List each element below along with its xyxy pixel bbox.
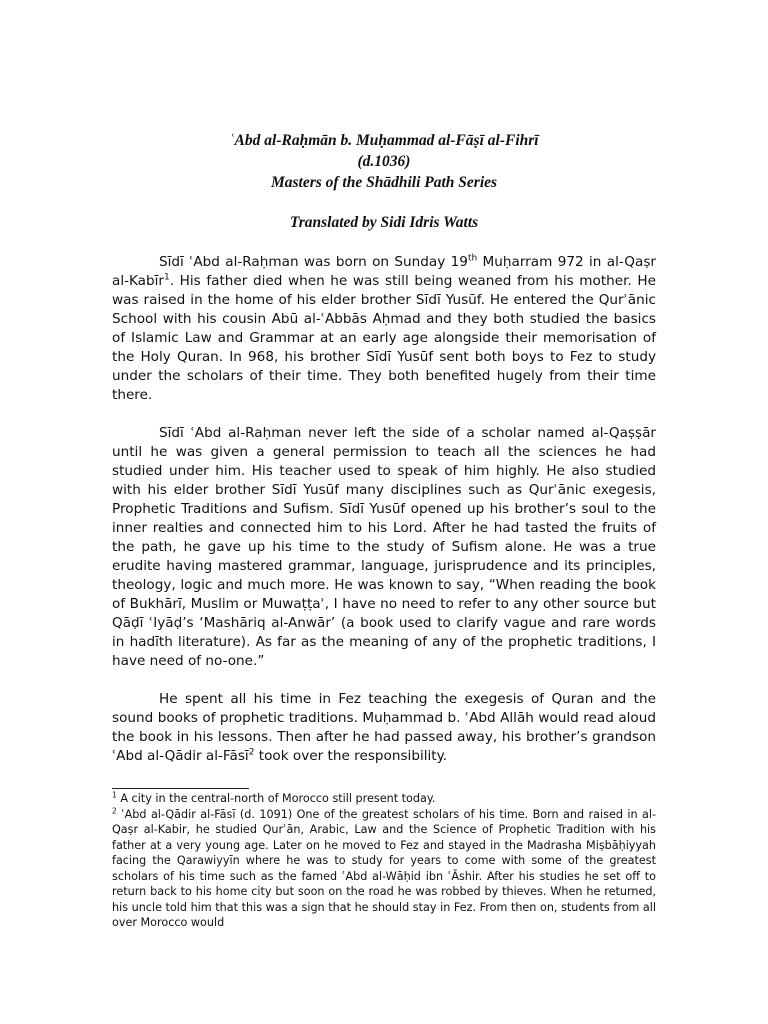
paragraph-3-text-b: took over the responsibility.: [254, 748, 448, 764]
paragraph-1-text-b: Muḥarram 972 in al-Qaṣr al-Kabīr: [112, 254, 656, 289]
footnote-separator: [112, 788, 249, 789]
paragraph-1-text-a: Sīdī ʿAbd al-Raḥman was born on Sunday 19: [159, 254, 468, 270]
ordinal-superscript: th: [467, 253, 478, 264]
title-spacer: [112, 193, 656, 212]
footnote-2: [112, 807, 656, 931]
footnote-2-text: ʿAbd al-Qādir al-Fāsī (d. 1091) One of the greatest scholars of his time. Born and raised in al-Qaṣr al-Kabir, he studied Qurʾān, Arabic, Law and the Science of Prophetic Tradition with his father at a very young age. Later on he moved to Fez and stayed in the Madrasha Miṣbāḥiyyah facing the Qarawiyyīn where he was to study for years to come with some of the greatest scholars of his time such as the famed ʿAbd al-Wāḥid ibn ʿĀshir. After his studies he set off to return back to his home city but soon on the road he was robbed by thieves. When he returned, his uncle told him that this was a sign that he should stay in Fez. From then on, students from all over Morocco would: [112, 807, 656, 929]
body-text: [112, 253, 656, 766]
series-title: Masters of the Shādhili Path Series: [270, 174, 498, 191]
footnote-1: [112, 791, 656, 807]
footnote-ref-1: 1: [164, 272, 170, 283]
footnote-ref-2: 2: [248, 747, 255, 758]
document-title: ʿAbd al-Raḥmān b. Muḥammad al-Fāṣī al-Fihrī: [229, 132, 539, 149]
title-block: [112, 130, 656, 233]
paragraph-3-text-a: He spent all his time in Fez teaching the exegesis of Quran and the sound books of prophetic traditions. Muḥammad b. ʿAbd Allāh would read aloud the book in his lessons. Then after he had passed away, his brother’s grandson ʿAbd al-Qādir al-Fāsī: [112, 691, 656, 764]
death-date: (d.1036): [357, 153, 411, 170]
footnotes: [112, 791, 656, 931]
paragraph-2: Sīdī ʿAbd al-Raḥman never left the side of a scholar named al-Qaṣṣār until he was given a general permission to teach all the sciences he had studied under him. His teacher used to speak of him highly. He also studied with his elder brother Sīdī Yusūf many disciplines such as Qurʾānic exegesis, Prophetic Traditions and Sufism. Sīdī Yusūf opened up his brother’s soul to the inner realties and connected him to his Lord. After he had tasted the fruits of the path, he gave up his time to the study of Sufism alone. He was a true erudite having mastered grammar, language, jurisprudence and its principles, theology, logic and much more. He was known to say, “When reading the book of Bukhārī, Muslim or Muwaṭṭaʾ, I have no need to refer to any other source but Qāḍī ʿIyāḍ’s ‘Mashāriq al-Anwār’ (a book used to clarify vague and rare words in hadīth literature). As far as the meaning of any of the prophetic traditions, I have need of no-one.”: [112, 425, 656, 669]
paragraph-1: [112, 253, 656, 405]
footnote-2-mark: 2: [112, 805, 117, 815]
translator-credit: Translated by Sidi Idris Watts: [289, 214, 479, 231]
paragraph-3: [112, 690, 656, 766]
footnote-1-mark: 1: [112, 790, 117, 800]
footnote-1-text: A city in the central-north of Morocco still present today.: [116, 792, 436, 805]
paragraph-1-text-c: . His father died when he was still being weaned from his mother. He was raised in the home of his elder brother Sīdī Yusūf. He entered the Qurʾānic School with his cousin Abū al-ʿAbbās Aḥmad and they both studied the basics of Islamic Law and Grammar at an early age alongside their memorisation of the Holy Quran. In 968, his brother Sīdī Yusūf sent both boys to Fez to study under the scholars of their time. They both benefited hugely from their time there.: [112, 273, 656, 403]
